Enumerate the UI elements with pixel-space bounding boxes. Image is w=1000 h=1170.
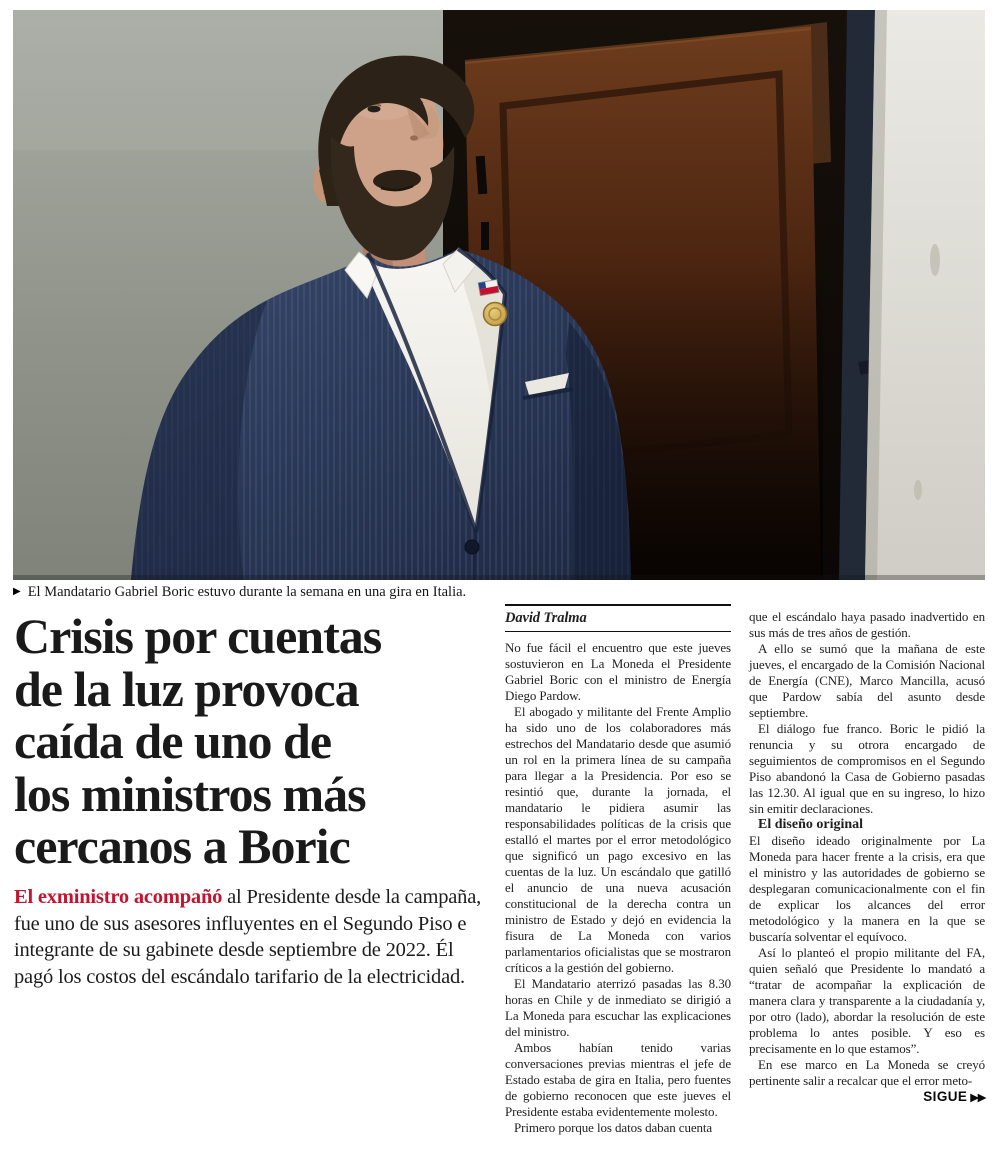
article-column-1 xyxy=(505,604,731,1136)
headline-line: caída de uno de xyxy=(14,713,332,769)
wall-smudge xyxy=(930,244,940,276)
chile-flag-pin xyxy=(478,280,499,296)
article-paragraph: El diseño ideado originalmente por La Moneda para hacer frente a la crisis, era que el ministro y las autoridades de gobierno se desplegaran comunicacionalmente con el fin de explicar los alcances del error metodológico y la manera en la que se buscaría solventar el equívoco. xyxy=(749,833,985,944)
article-paragraph: No fue fácil el encuentro que este jueves sostuvieron en La Moneda el Presidente Gabriel Boric con el ministro de Energía Diego Pardow. xyxy=(505,640,731,703)
eye xyxy=(368,106,381,113)
article-paragraph: A ello se sumó que la mañana de este jueves, el encargado de la Comisión Nacional de Energía (CNE), Marco Mancilla, acusó que Pardow sabía del asunto desde septiembre. xyxy=(749,641,985,720)
headline-line: de la luz provoca xyxy=(14,660,359,717)
article-paragraph: En ese marco en La Moneda se creyó pertinente salir a recalcar que el error meto- xyxy=(749,1057,985,1088)
medal-pin xyxy=(484,303,507,326)
lead-photo-illustration xyxy=(13,10,985,580)
continuation-marker[interactable] xyxy=(749,1089,985,1105)
lead-photo xyxy=(13,10,985,580)
photo-caption-text: El Mandatario Gabriel Boric estuvo durante la semana en una gira en Italia. xyxy=(27,584,467,600)
article-paragraph: que el escándalo haya pasado inadvertido en sus más de tres años de gestión. xyxy=(749,609,985,640)
lede-rest: al Presidente desde la campaña, fue uno de sus asesores influyentes en el Segundo Piso e integrante de su gabinete desde septiembre de 2022. Él pagó los costos del escándalo tarifario de la electricidad. xyxy=(14,886,482,988)
lede-lead-in: El exministro acompañó xyxy=(14,886,223,908)
article-column-2 xyxy=(749,609,985,1105)
headline-line: cercanos a Boric xyxy=(14,818,350,874)
headline-line: los ministros más xyxy=(14,765,366,822)
article-paragraph: Ambos habían tenido varias conversaciones previas mientras el jefe de Estado estaba de gira en Italia, pero fuentes de gobierno reconocen que este jueves el Presidente estaba evidentemente molesto. xyxy=(505,1040,731,1119)
door-hinge xyxy=(481,222,489,250)
suit-button xyxy=(465,540,479,554)
photo-bottom-edge xyxy=(13,575,985,580)
photo-caption xyxy=(13,584,985,601)
section-subhead: El diseño original xyxy=(758,817,864,832)
article-paragraph: El abogado y militante del Frente Amplio ha sido uno de los colaboradores más estrechos del Mandatario desde que asumió un rol en la primera línea de su campaña para llegar a la Presidencia. Por eso se resintió que, durante la jornada, el mandatario le pidiera asumir las responsabilidades políticas de la crisis que estalló el martes por el error metodológico que significó un pago excesivo en las cuentas de la luz. Un escándalo que gatilló el anuncio de una nueva acusación constitucional de la derecha contra un ministro de Estado y dejó en evidencia la fisura de La Moneda con varios parlamentarios oficialistas que se mostraron críticos a la gestión del gobierno. xyxy=(505,704,731,975)
continuation-arrows-icon[interactable]: ▶▶ xyxy=(970,1090,985,1104)
wall-smudge xyxy=(914,480,922,500)
article-paragraph: El diálogo fue franco. Boric le pidió la renuncia y su otrora encargado de seguimientos de compromisos en el Segundo Piso abandonó la Casa de Gobierno pasadas las 12.30. Al igual que en su ingreso, lo hizo sin emitir declaraciones. xyxy=(749,721,985,816)
page-title xyxy=(14,610,496,873)
continuation-label[interactable]: SIGUE xyxy=(923,1089,968,1104)
lede xyxy=(14,884,496,990)
article-paragraph: Así lo planteó el propio militante del FA, quien señaló que Presidente lo mandató a “tratar de acompañar la explicación de manera clara y transparente a la ciudadanía y, por otro (lado), abordar la resolución de este problema lo antes posible. Y eso es precisamente en lo que estamos”. xyxy=(749,945,985,1056)
article-paragraph: El Mandatario aterrizó pasadas las 8.30 horas en Chile y de inmediato se dirigió a La Moneda para escuchar las explicaciones del ministro. xyxy=(505,976,731,1039)
headline-line: Crisis por cuentas xyxy=(14,608,382,664)
nostril xyxy=(410,135,418,140)
byline: David Tralma xyxy=(505,604,731,632)
caption-arrow-icon: ▶ xyxy=(13,586,21,597)
article-paragraph: Primero porque los datos daban cuenta xyxy=(514,1120,713,1135)
